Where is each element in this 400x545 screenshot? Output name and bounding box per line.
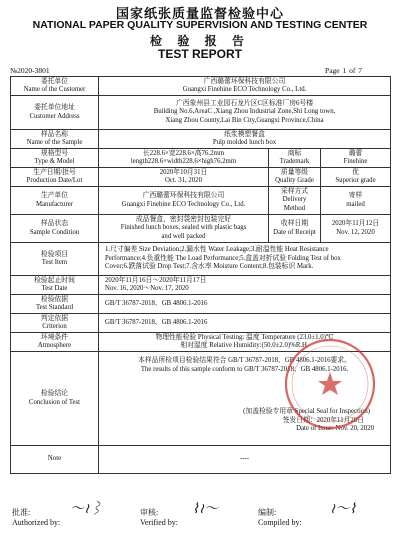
- manufacturer-label: 生产单位 Manufacturer: [11, 187, 99, 215]
- receipt-value: 2020年11月12日 Nov. 12, 2020: [321, 215, 391, 243]
- authorized-by: 批准: Authorized by:: [12, 508, 61, 527]
- row-address: [11, 96, 391, 130]
- row-production: [11, 168, 391, 187]
- test-date-value: 2020年11月16日～2020年11月17日 Nov. 16, 2020～Nov. 17, 2020: [99, 276, 391, 295]
- atmosphere-label: 环境条件 Atmosphere: [11, 333, 99, 352]
- atmosphere-value: 物理性能检验 Physical Testing: 温度 Temperature (23.0±1.0)℃ 相对湿度 Relative Humidity:(50.0±2.0)%R.H.: [99, 333, 391, 352]
- customer-value: 广西璐蕾环保科技有限公司 Guangxi Finehine ECO Technology Co., Ltd.: [99, 77, 391, 96]
- delivery-value: 寄样 mailed: [321, 187, 391, 215]
- row-test-item: [11, 243, 391, 276]
- criterion-label: 判定依据 Criterion: [11, 314, 99, 333]
- row-standard: [11, 295, 391, 314]
- subtitle-zh: 检 验 报 告: [149, 34, 250, 48]
- row-manufacturer: [11, 187, 391, 215]
- type-label: 规格型号 Type & Model: [11, 149, 99, 168]
- address-label: 委托单位地址 Customer Address: [11, 96, 99, 130]
- sample-name-value: 纸浆模塑餐盒 Pulp molded lunch box: [99, 130, 391, 149]
- test-item-value: 1.尺寸偏差 Size Deviation;2.漏水性 Water Leakage;3.耐温性能 Heat Resistance Performance;4.负重性能 The Load Performance;5.盒盖对折试验 Folding Test of box Cover;6.跌落试验 Drop Test;7.含水率 Moisture Content;8.包装标识 Mark.: [99, 243, 391, 276]
- row-test-date: [11, 276, 391, 295]
- condition-value: 成品餐盒，密封袋密封包装完好 Finished lunch boxes, sealed with plastic bags and well packed: [99, 215, 269, 243]
- note-value: ----: [99, 446, 391, 474]
- address-value: 广西象州县工业园石龙片区C区标准厂房6号楼 Building No.6,AreaC ,Xiang Zhou Industrial Zone,Shi Long town, Xiang Zhou County,Lai Bin City,Guangxi Province,China: [99, 96, 391, 130]
- report-number: №2020-3801: [10, 66, 50, 75]
- title-en: NATIONAL PAPER QUALITY SUPERVISION AND TESTING CENTER: [32, 19, 368, 31]
- standard-label: 检验依据 Test Standard: [11, 295, 99, 314]
- grade-value: 优 Superior grade: [321, 168, 391, 187]
- note-label: Note: [11, 446, 99, 474]
- receipt-label: 收样日期 Date of Receipt: [269, 215, 321, 243]
- conclusion-label: 检验结论 Conclusion of Test: [11, 352, 99, 446]
- trademark-value: 璐蕾 Finehine: [321, 149, 391, 168]
- row-customer: [11, 77, 391, 96]
- row-criterion: [11, 314, 391, 333]
- production-value: 2020年10月31日 Oct. 31, 2020: [99, 168, 269, 187]
- criterion-value: GB/T 36787-2018、GB 4806.1-2016: [99, 314, 391, 333]
- trademark-label: 商标 Trademark: [269, 149, 321, 168]
- row-condition: [11, 215, 391, 243]
- compiled-by: 编制: Compiled by:: [258, 508, 302, 527]
- authorized-signature: 〜≀⌇: [70, 501, 104, 517]
- sample-name-label: 样品名称 Name of the Sample: [11, 130, 99, 149]
- conclusion-value: 本样品所检项目检验结果符合 GB/T 36787-2018、GB 4806.1-2016要求。 The results of this sample conform to GB/T 36787-2018、GB 4806.1-2016. (加盖检验专用章 Special Seal for Inspection) 签发日期：2020年11月20日 Date of Issue: Nov. 20, 2020: [99, 352, 391, 446]
- inspection-seal-icon: [280, 334, 380, 434]
- type-value: 长228.6×宽228.6×高76.2mm length228.6×width228.6×high76.2mm: [99, 149, 269, 168]
- page-info: Page 1 of 7: [325, 66, 362, 75]
- row-note: [11, 446, 391, 474]
- test-item-label: 检验项目 Test Item: [11, 243, 99, 276]
- verified-signature: ⌇≀〜: [192, 501, 219, 517]
- manufacturer-value: 广西璐蕾环保科技有限公司 Guangxi Finehine ECO Technology Co., Ltd.: [99, 187, 269, 215]
- customer-label: 委托单位 Name of the Customer: [11, 77, 99, 96]
- compiled-signature: ≀〜⌇: [330, 501, 357, 517]
- verified-by: 审核: Verified by:: [140, 508, 178, 527]
- standard-value: GB/T 36787-2018、GB 4806.1-2016: [99, 295, 391, 314]
- delivery-label: 采样方式 Delivery Method: [269, 187, 321, 215]
- title-zh: 国家纸张质量监督检验中心: [115, 6, 284, 21]
- row-type: [11, 149, 391, 168]
- test-date-label: 检验起止时间 Test Date: [11, 276, 99, 295]
- grade-label: 质量等级 Quality Grade: [269, 168, 321, 187]
- production-label: 生产日期/批号 Production Date/Lot: [11, 168, 99, 187]
- condition-label: 样品状态 Sample Condition: [11, 215, 99, 243]
- subtitle-en: TEST REPORT: [157, 47, 242, 61]
- row-sample-name: [11, 130, 391, 149]
